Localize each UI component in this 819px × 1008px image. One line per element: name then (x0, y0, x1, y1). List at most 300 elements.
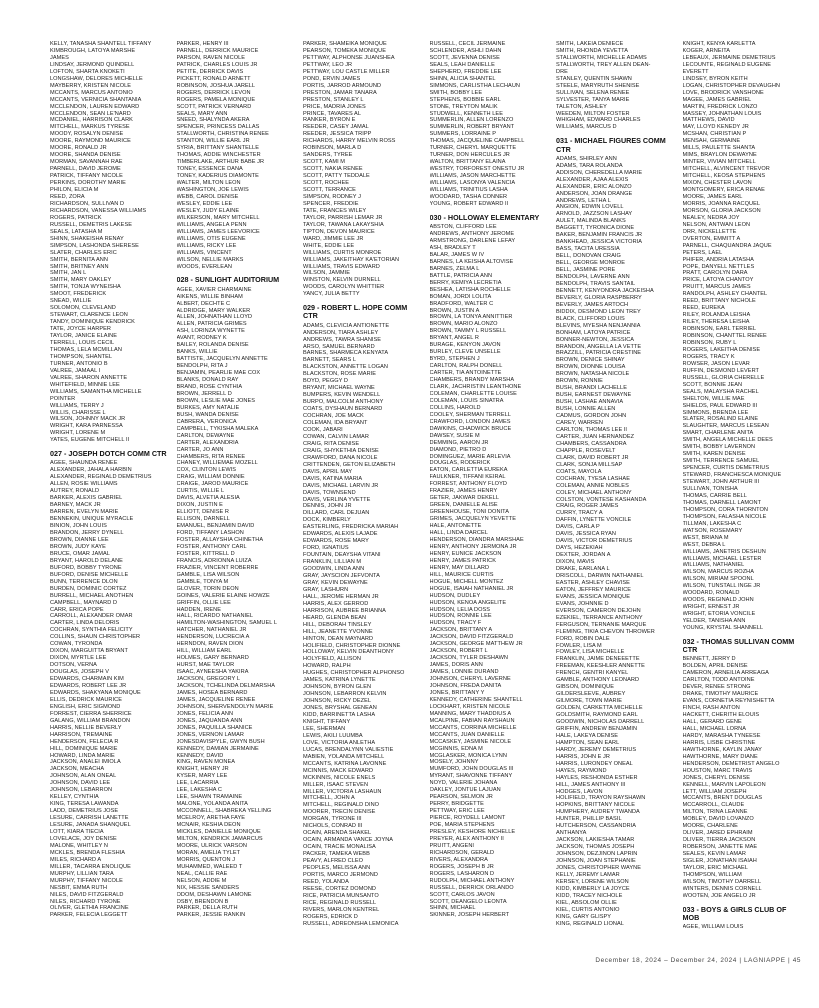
voter-name: MURPHY, TIFFANY NICOLE (50, 877, 123, 884)
voter-name: MABIEN, YOLANDA MITCHELL (303, 753, 385, 760)
voter-name: TONEY, KADERIUS DIAMONTE (176, 173, 259, 180)
voter-name: SCOTT, BONNIE JEAN (682, 381, 743, 388)
voter-name: EMANUEL, BENJAMIN DAVID (176, 523, 255, 530)
voter-name: PARKER, SHAMEIKA MONIQUE (303, 41, 387, 47)
voter-name: HUMPHERY, AUDREY TWANDA (556, 809, 640, 816)
voter-name: MCELROY, ARETHA FAYE (176, 815, 246, 822)
voter-name: EZEKIEL, TERRANCE ANTHONY (556, 614, 643, 621)
voter-name: WRIGHT, ERNEST JR (682, 604, 740, 611)
voter-name: THOMAS, DARNELL LAMONT (682, 499, 762, 506)
voter-name: GLOVER, TORIN DEON (176, 585, 239, 592)
voter-name: MICKLES, DANIELLE MONIQUE (176, 829, 261, 835)
voter-name: FRAZIER, JAMES HENRY (429, 488, 498, 495)
voter-name: OLIVER, JARED EPHRAIM (682, 830, 753, 837)
voter-name: LONGSHAW, DELORES MICHELLE (50, 75, 143, 82)
footer-publication: LAGNIAPPE (744, 957, 786, 964)
voter-name: BAILEY, ROLANDA DENISE (176, 342, 249, 349)
voter-name: HENDERSON, DEMETRIST ANGELO (682, 760, 780, 767)
voter-name: RICHARDS, HARRY MELVIN ROSS (303, 138, 396, 145)
voter-name: THOMPSON, WILLIAM (682, 871, 742, 878)
voter-name: MAYBERRY, KRISTEN NICOLE (50, 82, 132, 89)
voter-name: SMITH, MARY OAKLEY (50, 277, 112, 284)
voter-name: MOSELY, JOHNNY (429, 759, 479, 766)
voter-name: MURPHY, LILLIAN TARA (50, 870, 114, 877)
voter-name: SANDERS, TYREE (303, 152, 353, 159)
voter-name: SMOOT, FREDERICK (50, 291, 107, 298)
voter-name: LOVE, VICTORIA ANLETHA (303, 739, 376, 746)
voter-name: SMITH, BERNITA ANN (50, 256, 108, 263)
voter-name: SIMMONS, CARLISTHA LECHAUN (429, 82, 521, 89)
voter-name: MIMS, BRAYLON DEWAYNE (682, 152, 757, 159)
voter-name: PARSON, RAVEN NICOLE (176, 54, 246, 61)
voter-name: BRYANT, MICHAEL WAYNE (303, 385, 375, 392)
voter-name: ROBERSON, JANETTE MAE (682, 844, 758, 851)
voter-name: BRUCE, OMAR JAMAL (50, 550, 110, 557)
voter-name: DILLARD, CARL DEJUAN (303, 510, 370, 517)
voter-name: WILLIS, CHARISSE L (50, 409, 106, 416)
voter-name: NILES, DAVID FITZGERALD (50, 891, 124, 898)
voter-name: CLARK, JACHRISTIN LEANTHONE (429, 384, 522, 390)
voter-name: CARTER, ALEXANDRIA (176, 439, 239, 446)
voter-name: JAMES, KATRINA LYNETTE (303, 677, 376, 684)
voter-name: KELLEY, CYNTHIA (50, 794, 99, 801)
voter-name: CARTER, JO ANN (176, 446, 224, 453)
voter-name: MORRIS, JOANNA RACQUEL (682, 200, 761, 207)
voter-name: WILSON, MIRIAM SPOONL (682, 576, 754, 583)
column-4 (430, 41, 549, 946)
voter-name: HADDEN, IRENE (176, 606, 221, 613)
voter-name: ADDISON, CHEREDELLA MARIE (556, 169, 643, 176)
voter-name: BENDOLPH, LAVERNE ANN (556, 274, 630, 280)
voter-name: PICKETT, RONALD ARNETT (176, 75, 251, 82)
voter-name: HARRIS, NELLIE BEVERLY (50, 724, 122, 731)
voter-name: COLEY, MICHAEL ANTHONY (556, 489, 632, 496)
voter-name: SNEAD, WILLIE (50, 298, 92, 305)
voter-name: EVANS, JESSICA MONIQUE (556, 593, 631, 600)
voter-name: HENRY, EUNICE JACKSON (429, 550, 502, 557)
voter-name: BONHAM, LATOYA PATRICE (556, 329, 631, 336)
voter-name: WOOTEN, JOE ANGELO JR (682, 892, 756, 899)
voter-name: CHAMBERS, RITA RENEE (176, 453, 246, 460)
voter-name: MILLS, PAULETTE SHANTA (682, 145, 756, 152)
voter-name: BUFORD, DENISE MICHELLE (50, 571, 129, 578)
voter-name: ARMSTRONG, DARLENE LEFAY (429, 237, 516, 244)
voter-name: DAVIS, VERLINA YVETTE (303, 496, 371, 503)
voter-name: HILL, DOMINIQUE MARIE (50, 745, 118, 752)
voter-name: DIXON, JUSTIN E (176, 502, 223, 509)
voter-name: CRAWFORD, DANA NICOLE (303, 454, 378, 461)
voter-name: EDWARDS, ROBERT LEE JR (50, 682, 127, 689)
voter-name: WRIGHT, LORENE M (50, 430, 106, 437)
voter-name: JAMES, LONNIE DURAND (429, 669, 499, 676)
voter-name: WILLIAMS, OTIS EUGENE (176, 235, 246, 242)
voter-name: COX, CLINTON LEWIS (176, 467, 237, 474)
voter-name: PETTWAY, LEO JR (303, 61, 353, 68)
voter-name: MOORE, ULRICK VARSON (176, 842, 248, 849)
voter-name: KYSER, MARY LEE (176, 773, 228, 780)
voter-name: HENDERSON, DIANDRA MARSHAE (429, 536, 524, 543)
voter-name: DAVIS, CARLA P (556, 524, 600, 531)
voter-name: WOODS, REGINALD JOHN (682, 597, 754, 604)
voter-name: KNIGHT, TIFFANY (303, 719, 351, 725)
voter-name: LINDSEY, BYRON KEITH (682, 75, 748, 82)
voter-name: JOHNSON, FREDA DANITA (429, 682, 502, 689)
voter-name: WILLIAMS, VINCENT (176, 249, 232, 256)
voter-name: WHITE, EDDIE LEE (303, 242, 355, 249)
voter-name: SLATER, ROSALIND ELAINE (682, 416, 759, 423)
voter-name: HALE, ANTONETTE (429, 523, 482, 530)
voter-name: MCDANIEL, HARRISON CLARK (50, 117, 133, 124)
voter-name: HENDERSON, FELECIA R (50, 738, 119, 745)
voter-name: GALANG, WILLIAM BRANDON (50, 717, 131, 724)
voter-name: MORAN, AMELIA TYLET (176, 849, 241, 856)
voter-name: TAYLOR, JANICE ELAINE (50, 333, 118, 340)
voter-name: EATON, JEFFREY MAURICE (556, 586, 632, 593)
voter-name: STALLWORTH, TREY ALLEN DEAN- (556, 61, 651, 68)
voter-name: MCCASKEY, JASMINE NICOLE (429, 738, 512, 745)
voter-name: STEWART, CLARENCE LEON (50, 312, 128, 319)
voter-name: HARRIS, LISBE CHRISTINE (682, 739, 756, 746)
voter-name: HOLIFIELD, TRAYON RAYSHAWN (556, 795, 646, 802)
voter-name: FRANKLIN, LILLIAN M (303, 559, 362, 566)
voter-name: MILTON, KENDRICK JAMARCUS (176, 835, 263, 842)
voter-name: CARLTON, DEWAYNE (176, 432, 235, 439)
voter-name: WEST, BRIANA M (682, 534, 729, 541)
voter-name: PARKER, DELLA RUTH (176, 905, 238, 912)
voter-name: NICHOLS, CONRAD III (303, 823, 363, 830)
voter-name: CRAIG, SHYKETHIA DENISE (303, 447, 379, 454)
voter-name: RILEY, THERESA LEISHA (682, 319, 750, 326)
voter-name: HUNTER, PHILLIP BASIL (556, 816, 622, 823)
voter-name: KENNEDY, DAVID (176, 752, 224, 759)
voter-name: PETTWAY, ERIC LEE (429, 808, 485, 815)
voter-name: MOORE, CHARLENE (682, 823, 738, 830)
voter-name: ANDREWS, ANTHONY JEROME (429, 231, 515, 238)
voter-name: ALLEN, ROSIE WILLIAMS (50, 481, 118, 488)
voter-name: JAMES, DORIS ANN (429, 662, 483, 669)
voter-name: PRICE, LATOYA CHANTOY (682, 277, 754, 284)
voter-name: BLACK, CLIFFORD LOUIS (556, 315, 625, 322)
voter-name: PARNELL, DERRICK MAURICE (176, 47, 259, 54)
voter-name: TAYLOR, PARRISH LEMAR JR (303, 214, 383, 221)
voter-name: SHEPHERD, FREDDIE LEE (429, 68, 502, 75)
voter-name: PATRICK, CHARLES LOUIS JR (176, 61, 258, 68)
voter-name: BUMPERS, KEVIN WENDELL (303, 392, 381, 399)
voter-name: BROWN, JUSTIN A (429, 307, 480, 314)
voter-name: LOFTON, SHARTA KNOKETI (50, 68, 125, 75)
voter-name: JAMES, JACQUELINE RENEE (176, 696, 256, 703)
voter-name: LETT, WILLIAM JOSEPH (682, 788, 747, 795)
voter-name: KING, TERESA LAWANDA (50, 801, 119, 808)
voter-name: HAMILTON-WASHINGTON, SAMUEL L (176, 620, 277, 627)
voter-name: HALL, RICARDO NATHANIEL (176, 613, 254, 620)
voter-name: ALDRIDGE, MARY WALKER (176, 307, 251, 314)
voter-name: HARRIS, LURONDEY ONEAL (556, 760, 633, 767)
precinct-heading: 033 - BOYS & GIRLS CLUB OF MOB (682, 904, 787, 922)
voter-name: BAGGETT, TYRONICA DIONE (556, 225, 635, 232)
voter-name: AUTREY, RONALD (50, 488, 100, 495)
voter-name: KNIGHT, KENYA KARLETTA (682, 41, 756, 47)
voter-name: NEAL, CALLIE RAE (176, 870, 228, 877)
voter-name: MAY, LLOYD KENEDY JR (682, 124, 749, 131)
voter-name: GETER, JAKWAR DEKELL (429, 495, 499, 502)
voter-name: WESLEY, JUDY ELAINE (176, 207, 240, 214)
voter-name: DOUGLAS, RODERICK (429, 460, 491, 467)
voter-name: LADD, DEMETRIUS JOSE (50, 808, 119, 815)
voter-name: MILTON, TRINA LEANNE (682, 809, 748, 816)
voter-name: SKINNER, JOSEPH HERBERT (429, 912, 510, 919)
voter-name: MALONE, WHITLEY N (50, 842, 108, 849)
voter-name: PRESTON, STANLEY L (303, 96, 364, 103)
voter-name: OLIVER, TIERRA JACKSON (682, 837, 756, 844)
voter-name: REEDER, JESSICA TRIPP (303, 131, 372, 138)
voter-name: BLANKS, DONALD RAY (176, 377, 239, 384)
voter-name: COLSTON, VONTESE KASHANDA (556, 496, 647, 503)
voter-name: WRIGHT, ETORIA VONCILE (682, 611, 756, 618)
voter-name: POE, MARIA STEPHENS (429, 822, 495, 829)
voter-name: TURNER, CHERYL MARQUETTE (429, 145, 517, 152)
voter-name: BROWN, JERRELL D (176, 390, 232, 397)
voter-name: CAMPBELL, TYKISHA MALEKA (176, 425, 259, 432)
voter-name: MORRIS, QUENTON J (176, 856, 236, 863)
voter-name: ADAMS, CLEVICIA ANTIONETTE (303, 322, 390, 329)
voter-name: GRIFFIN, OLLIE LEE (176, 599, 231, 606)
voter-name: SCOTT, ROCHEE (303, 180, 350, 187)
voter-name: LEE, SHERMAN (303, 725, 346, 732)
voter-name: MASSEY, JOHNATHAN LOUIS (682, 110, 762, 117)
voter-name: EATON, CARLETTIA EUREKA (429, 467, 508, 474)
voter-name: AIKENS, WILLIE BINHAM (176, 293, 243, 300)
voter-name: FOSTER, KITTRELL D (176, 550, 235, 557)
voter-name: YATES, EUGENE MITCHELL II (50, 437, 130, 444)
voter-name: WILSON, TIMOTHY DARRELL (682, 878, 762, 885)
voter-name: BIDDIX, DESMOND LEON TREY (556, 308, 641, 315)
voter-name: JACKSON, TYLER DESHAWN (429, 655, 508, 662)
voter-name: FRENCH, GENTRI KANYEL (556, 670, 629, 677)
voter-name: REED, BRITTANY NICHOLE (682, 298, 756, 305)
voter-name: NELSON, ADDIE M (176, 877, 227, 884)
voter-name: BARNES, SHARMECA KENYATA (303, 350, 389, 357)
voter-name: CAMERON, ARNEILIA ARREAGA (682, 670, 769, 677)
voter-name: OCAIN, ARMANDA VANCE JOYNA (303, 837, 394, 844)
voter-name: LOTT, KIARA TIECIA (50, 829, 104, 835)
voter-name: ROGERS, LAKEITHA DENISE (682, 346, 761, 353)
voter-name: EVERETT (682, 68, 709, 75)
voter-name: SEALS, MARY ANN (176, 110, 228, 117)
voter-name: AGEE, SHAUNDA RENEE (50, 460, 118, 467)
voter-name: BATTISTE, JACQUELYN ANNETTE (176, 356, 268, 363)
voter-name: WILLIAMS, TRAVIS EDWARD (303, 263, 380, 270)
voter-name: TURNER, ANTONIO B (50, 360, 108, 367)
voter-name: HENRY, ANTHONY JERMONA JR (429, 543, 517, 550)
voter-name: VALREE, JAMAAL I (50, 367, 101, 374)
footer-separator: | (739, 957, 742, 964)
voter-name: BOLDEN, APRIL DENISE (682, 663, 748, 670)
voter-name: EVANS, CORNETIA REYNISHETTA (682, 698, 775, 705)
voter-name: MCCANTS, BRENT DOUGLAS (682, 795, 763, 802)
voter-name: MCCANTS, JUAN DANIELLE (429, 731, 505, 738)
voter-name: SCHLENDER, ASHLI DAHN (429, 47, 502, 54)
voter-name: GREEN, DANIELLE ALISE (429, 502, 498, 509)
voter-name: GAMBLE, LISA WILSON (176, 571, 240, 578)
voter-name: WILLIAMS, JAMES LEEVORICE (176, 228, 260, 235)
voter-name: MCNAIR, KESHIA DEON (176, 822, 241, 829)
voter-name: BENNEKIN, UNIQUE MYRACLE (50, 516, 134, 523)
voter-name: BUSH, EARNEST DEWAYNE (556, 392, 632, 399)
voter-name: BUNN, TERRENCE DLON (50, 578, 118, 585)
voter-name: JONES, JAQUANDA ANN (176, 717, 243, 724)
voter-name: JAMES (50, 54, 69, 61)
voter-name: HOLIFIELD, CHRISTOPHER DIONNE (303, 642, 401, 649)
voter-name: HATCHER, NATHANIEL JR (176, 627, 247, 634)
voter-name: GOODWIN, LINDA ANN (303, 566, 365, 573)
voter-name: ELLIS, DEDRICK MAURICE (50, 696, 122, 703)
voter-name: BURAGE, KENYON JAVON (429, 342, 501, 349)
voter-name: ROGERS, DERRICK LEVON (176, 89, 251, 96)
voter-name: WATSON, ROSEMARY (682, 527, 743, 534)
voter-name: EDWARDS, CHARMAIN KIM (50, 676, 124, 683)
voter-name: WILLIAMS, LASONYA VALENCIA (429, 180, 516, 187)
voter-name: ROBINSON, CHANTTEL RENEE (682, 333, 767, 340)
voter-name: FOSTER, ALLAYSHIA CHINETHA (176, 536, 264, 543)
voter-name: SIMPSON, RODNEY J (303, 193, 361, 200)
voter-name: EASTER, ASHLEY CHAVISE (556, 579, 630, 586)
voter-name: SIMMONS, BRENDA LEE (682, 409, 749, 416)
voter-name: MILLER, TACARRA ENOLIQUE (50, 863, 131, 870)
voter-name: JOHNSON, CHERYL LAVERNE (429, 676, 511, 683)
voter-name: LOVE, BRODRICK VANSHONE (682, 89, 764, 96)
voter-name: POPE, DANYELL NETTLES (682, 263, 755, 270)
voter-name: CRITTENDEN, GETON ELIZABETH (303, 461, 396, 468)
voter-name: HENRY, MAY DILLARD (429, 564, 490, 571)
voter-name: BENNETT, JERRY D (682, 656, 736, 663)
voter-name: PHILON, ELICIA M (50, 187, 99, 194)
voter-name: ROBINSON, RUBY L (682, 339, 737, 346)
voter-name: DOUGLAS, JOSEPH V (50, 669, 109, 676)
voter-name: THOMPSON, SHANTEL (50, 353, 113, 360)
voter-name: BELL, JASMINE PORE (556, 267, 616, 274)
voter-name: WILLIAMS, CURTIS MONROE (303, 249, 382, 256)
voter-name: DIXON, MARGUITTA BRYANT (50, 648, 128, 655)
voter-name: FERGUSON, TERNANIE MARQUE (556, 621, 647, 628)
voter-name: SMITH, BRITNEY ANN (50, 263, 109, 270)
voter-name: DIXON, MYRTLE LEE (50, 655, 107, 662)
voter-name: MIXON, CHESTER LAVON (682, 180, 752, 187)
voter-name: RIVERS, MARLON KENTREL (303, 906, 380, 913)
voter-name: SCOTT, DEANGELO LEONTA (429, 898, 507, 905)
voter-name: SLATER, CHARLES ERIC (50, 249, 117, 256)
voter-name: GOODWIN, NICHOLAS DARRELL (556, 719, 645, 725)
voter-name: PRUITT, ANGENI (429, 842, 475, 849)
voter-name: JONES, FELICIA ANN (176, 710, 234, 717)
voter-name: HILL, MAURICE CURTIS (429, 571, 494, 578)
voter-name: ROBINSON, EARL TERRIEL (682, 326, 757, 333)
voter-name: HARRIS, ALEX GERROD (303, 600, 369, 607)
voter-name: BONNER-NEWTON, JESSICA (556, 336, 635, 343)
voter-name: SMITH, KAREN DENISE (682, 451, 746, 458)
voter-name: PEAVY, ALFRED CLEO (303, 858, 364, 865)
voter-name: PARNELL, DAVID JEROME (50, 166, 121, 173)
voter-name: HOGUE, MICHELL MONTEZ (429, 578, 504, 585)
voter-name: SULLIVAN, SELENA RENEE (556, 89, 630, 96)
voter-name: SUMMERLIN, ROBERT BRYANT (429, 124, 515, 131)
voter-name: CARTER, TIA ANTOINETTE (429, 370, 502, 377)
voter-name: SEALS, LATASHA M (50, 228, 103, 235)
voter-name: SHELTON, WILLIE MAE (682, 395, 745, 402)
voter-name: BARNEY, MACK JR (50, 502, 101, 509)
voter-name: MCCANTS, KATRINA LAVONNE (303, 760, 387, 767)
voter-name: HAWTHORNE, MARY DIANE (682, 753, 758, 760)
voter-name: LEE, LAKESHA C (176, 787, 222, 794)
voter-name: SUMMERS, LORRAINE P (429, 131, 497, 138)
voter-name: AGEE, XAVIER CHARMAINE (176, 286, 252, 293)
voter-name: ARSO, SAMUEL BERNARD (303, 343, 375, 350)
voter-name: BOMAN, JORDI LOLITA (429, 293, 492, 300)
voter-name: STALLWORTH, CHRISTINA RENEE (176, 131, 269, 138)
voter-name: REEDER, CASEY JAMAL (303, 124, 369, 131)
voter-name: BROWN, NATASHA NICOLE (556, 371, 630, 378)
voter-name: FLEMING, TIKIA CHEVON THROWER (556, 628, 655, 635)
voter-name: HILL, JEANETTE YVONNE (303, 628, 373, 635)
voter-name: HARDY, MARASHA TYNEESE (682, 732, 761, 739)
voter-name: PORTIS, JARROD ARMOUND (303, 82, 382, 89)
voter-name: WILLIAMS, JASON MARCHETTE (429, 173, 516, 180)
voter-name: MINTER, VIVIAN MITCHELL (682, 159, 756, 166)
voter-name: RUSSELL, GLORIA CHERELLE (682, 374, 765, 381)
voter-name: MOORE, RONALD JR (50, 145, 107, 152)
voter-name: ANGION, EDWIN LOVELL (556, 204, 624, 211)
voter-name: SHIELDS, PAUL EDWARD III (682, 402, 758, 409)
voter-name: ASH, LORINZA WYNETTE (176, 328, 245, 335)
voter-name: AVANT, RODNEY K (176, 335, 227, 342)
voter-name: MILLER, VICTORIA LASHAUN (303, 788, 382, 795)
voter-name: MILES, RICHARD A (50, 856, 102, 863)
voter-name: KOGER, ARNEITA (682, 47, 731, 54)
voter-name: FOUNTAIN, DEAYSHA VITANI (303, 552, 381, 559)
voter-name: GREENHOUSE, TONI DONITA (429, 509, 509, 516)
voter-name: MCALPINE, FABIAN RAYSHAUN (429, 717, 515, 724)
voter-name: SMITH, TONJA WYNEISHA (50, 284, 121, 291)
voter-name: JOHNSON, LEBARRON KELVIN (303, 691, 387, 698)
page-footer (595, 957, 801, 964)
voter-name: MCKLES, BRENDA FLESHIA (50, 849, 126, 856)
voter-name: WILSON, NELLIE MARKS (176, 256, 244, 263)
voter-name: ANDERSON, TIARA ASHLEY (303, 329, 379, 336)
voter-name: MORGAN, TYRONE III (303, 816, 362, 823)
voter-name: TATE, FRANCES WILEY (303, 207, 367, 214)
voter-name: HUDSON, DUDLEY (429, 592, 481, 599)
column-6 (683, 41, 802, 946)
voter-name: TONEY, ESSENCE DANA (176, 166, 243, 173)
voter-name: COLLINS, SHAUN CHRISTOPHER (50, 634, 141, 641)
precinct-heading: 028 - SUNLIGHT AUDITORIUM (176, 275, 280, 285)
voter-name: ELLIOTT, DENISE R (176, 509, 229, 516)
voter-name: ROGERS, TRACY K (682, 353, 735, 360)
voter-name: TIPTON, DEVON MAURICE (303, 228, 375, 235)
voter-name: CRAIG, WILLIAM DONNIE (176, 474, 245, 481)
voter-name: STANLEY, QUENTIN SHAWN (556, 75, 632, 82)
voter-name: BLEVINS, MYESHA NENJANNIA (556, 322, 641, 329)
voter-name: JONES, VERNON LAMAR (176, 731, 244, 738)
voter-name: PORTIS, MARCO JERMOND (303, 871, 378, 878)
voter-name: VALREE, SHARON ANNETTE (50, 374, 128, 381)
voter-name: ANDREWS, TAWRA SHANISE (303, 336, 382, 343)
voter-name: YELDER, TANISHA ANN (682, 618, 746, 625)
voter-name: GOLDEN, CARKETTA MICHELLE (556, 705, 643, 712)
voter-name: DIAMOND, PIETRO D (429, 446, 487, 453)
voter-name: CARLTON, TODD ANTOINE (682, 677, 755, 684)
voter-name: YANCY, JULIA BETTY (303, 291, 360, 298)
